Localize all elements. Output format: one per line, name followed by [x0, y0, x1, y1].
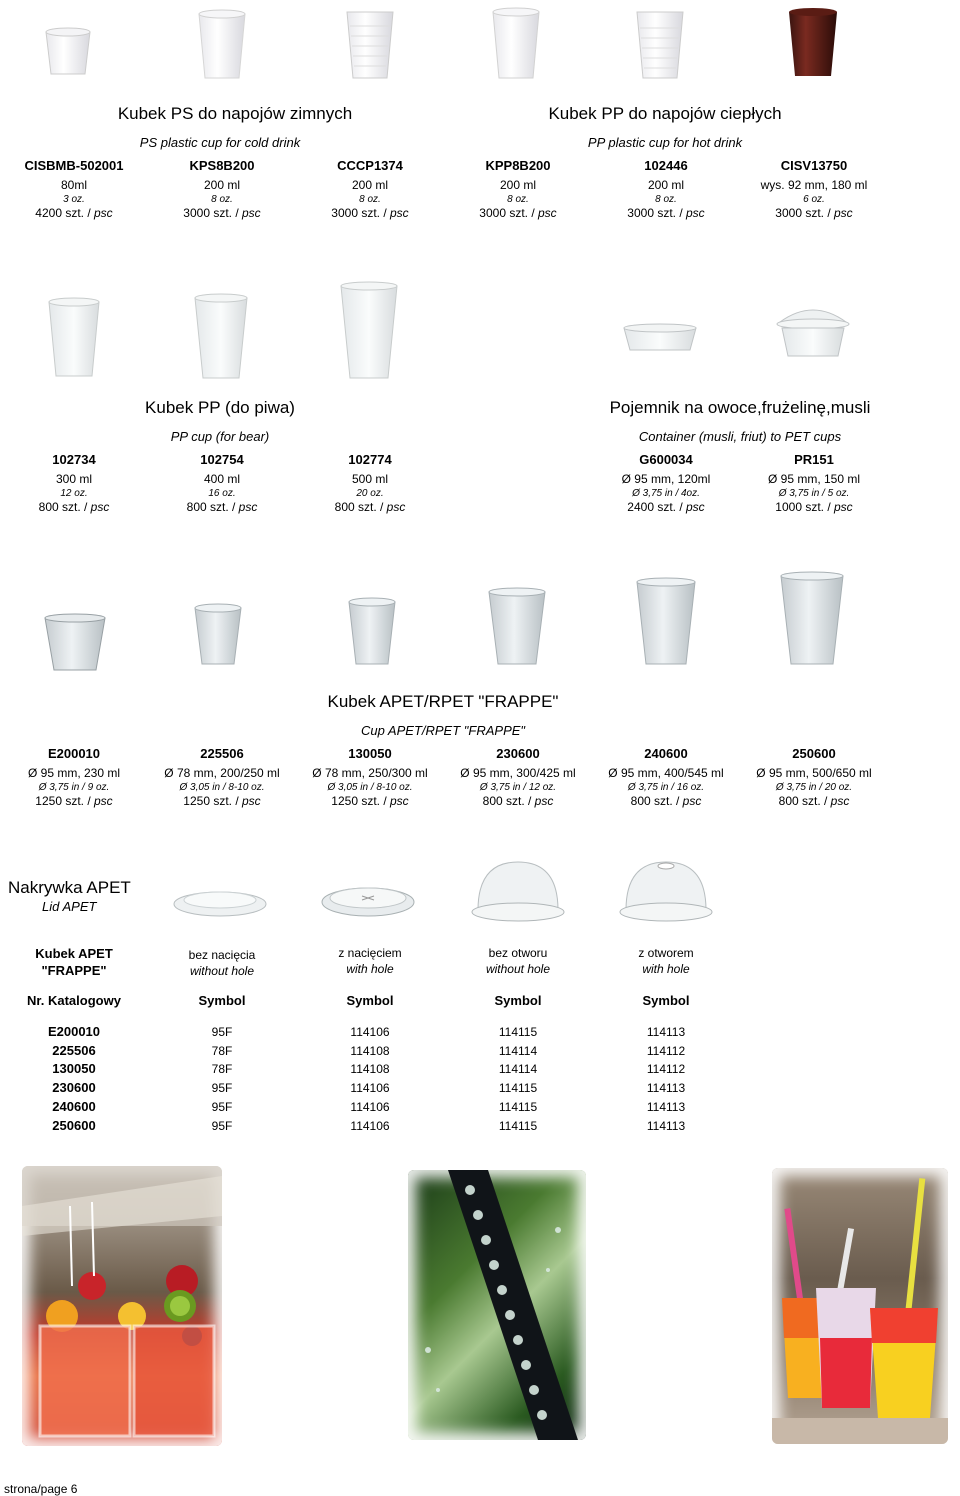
product-pack: 3000 szt. / psc: [627, 206, 705, 220]
cup-image-kps8b200: [196, 8, 248, 80]
cup-image-102754: [192, 292, 250, 380]
product-oz: Ø 3,75 in / 9 oz.: [38, 782, 110, 793]
product-oz: 12 oz.: [60, 488, 88, 499]
product-code: 130050: [348, 746, 392, 761]
product-code: 102446: [644, 158, 688, 173]
product-code: G600034: [639, 452, 693, 467]
page-footer: strona/page 6: [4, 1482, 78, 1496]
cup-image-230600: [486, 586, 548, 666]
lid-row-catalog: 240600: [52, 1099, 96, 1114]
frappe-illustration: [772, 1168, 948, 1444]
product-cell: [296, 158, 444, 220]
product-oz: Ø 3,75 in / 20 oz.: [775, 782, 853, 793]
product-oz: Ø 3,05 in / 8-10 oz.: [179, 782, 265, 793]
product-pack: 800 szt. / psc: [778, 794, 850, 808]
product-pack: 1250 szt. / psc: [35, 794, 113, 808]
lid-row-symbol: 114113: [646, 1081, 686, 1095]
lid-col-header: [444, 946, 592, 976]
cup-image-102446: [634, 6, 686, 80]
product-cell: [444, 158, 592, 220]
product-code: 102754: [200, 452, 244, 467]
product-pack: 800 szt. / psc: [334, 500, 406, 514]
row-header-line1: Kubek APET: [35, 946, 113, 961]
symbol-label: Symbol: [346, 993, 394, 1008]
lid-row-symbol: 114112: [646, 1044, 686, 1058]
product-pack: 3000 szt. / psc: [331, 206, 409, 220]
lid-row-catalog: 225506: [52, 1043, 96, 1058]
product-code: CISBMB-502001: [24, 158, 124, 173]
lid-image-flat: [170, 882, 270, 922]
product-code: KPP8B200: [485, 158, 551, 173]
lid-row-catalog: 130050: [52, 1061, 96, 1076]
product-pack: 1250 szt. / psc: [183, 794, 261, 808]
sec1-title-pp: Kubek PP do napojów ciepłych: [548, 104, 782, 123]
product-cell: [0, 746, 148, 808]
product-cell: [740, 746, 888, 808]
product-code: 102734: [52, 452, 96, 467]
sec4-title: Nakrywka APET: [8, 878, 131, 897]
product-cell: [148, 158, 296, 220]
lid-row-symbol: 114115: [498, 1025, 538, 1039]
lid-row-symbol: 114106: [350, 1081, 390, 1095]
symbol-label: Symbol: [198, 993, 246, 1008]
lid-row-symbol: 95F: [211, 1119, 233, 1133]
lid-image-dome: [468, 856, 568, 926]
product-cell: [592, 158, 740, 220]
product-pack: 800 szt. / psc: [482, 794, 554, 808]
product-capacity: Ø 95 mm, 150 ml: [767, 472, 861, 486]
symbol-label: Symbol: [642, 993, 690, 1008]
fruit-cups-illustration: [22, 1166, 222, 1446]
product-cell: [296, 746, 444, 808]
product-pack: 3000 szt. / psc: [183, 206, 261, 220]
product-capacity: 400 ml: [203, 472, 241, 486]
col-header-en: without hole: [189, 964, 255, 978]
lid-row-catalog: 230600: [52, 1080, 96, 1095]
product-capacity: 200 ml: [499, 178, 537, 192]
lid-row-catalog: 250600: [52, 1118, 96, 1133]
product-code: 250600: [792, 746, 836, 761]
product-pack: 800 szt. / psc: [630, 794, 702, 808]
symbol-label: Symbol: [494, 993, 542, 1008]
product-cell: [148, 452, 296, 514]
cup-image-cisv13750: [786, 6, 840, 78]
product-cell: [0, 158, 148, 220]
product-cell: [296, 452, 444, 514]
lid-row-symbol: 114108: [350, 1044, 390, 1058]
photo-frappe-drinks: [772, 1168, 948, 1444]
product-code: 240600: [644, 746, 688, 761]
straw-illustration: [408, 1170, 586, 1440]
product-capacity: 80ml: [60, 178, 87, 192]
sec2-subtitle-pp-beer: PP cup (for bear): [170, 429, 270, 444]
lid-row-header: [0, 946, 148, 978]
cup-image-250600: [778, 570, 846, 666]
col-header-pl: bez otworu: [488, 946, 548, 960]
catalog-label: Nr. Katalogowy: [27, 993, 121, 1008]
product-pack: 1000 szt. / psc: [775, 500, 853, 514]
col-header-pl: z otworem: [638, 946, 694, 960]
lid-row-symbol: 114113: [646, 1025, 686, 1039]
cup-image-cccp1374: [344, 6, 396, 80]
lid-row-symbol: 114113: [646, 1100, 686, 1114]
product-oz: 8 oz.: [655, 194, 677, 205]
lid-col-header: [296, 946, 444, 976]
product-oz: 8 oz.: [211, 194, 233, 205]
col-header-pl: bez nacięcia: [188, 948, 256, 962]
product-pack: 2400 szt. / psc: [627, 500, 705, 514]
product-cell: [592, 452, 740, 514]
product-pack: 800 szt. / psc: [38, 500, 110, 514]
lid-image-flat-hole: [318, 876, 418, 922]
col-header-en: without hole: [485, 962, 551, 976]
cup-image-130050: [346, 596, 398, 666]
product-capacity: 300 ml: [55, 472, 93, 486]
col-header-pl: z nacięciem: [338, 946, 402, 960]
lid-row-symbol: 114106: [350, 1100, 390, 1114]
product-cell: [148, 746, 296, 808]
lid-row-symbol: 114108: [350, 1062, 390, 1076]
product-oz: Ø 3,75 in / 12 oz.: [479, 782, 557, 793]
lid-row-catalog: E200010: [47, 1024, 101, 1039]
lid-row-symbol: 114115: [498, 1119, 538, 1133]
lid-row-symbol: 114106: [350, 1025, 390, 1039]
photo-fruit-cups: [22, 1166, 222, 1446]
product-capacity: wys. 92 mm, 180 ml: [760, 178, 868, 192]
sec1-subtitle-ps: PS plastic cup for cold drink: [139, 135, 301, 150]
cup-image-102774: [338, 280, 400, 380]
sec1-subtitle-pp: PP plastic cup for hot drink: [587, 135, 743, 150]
product-oz: 6 oz.: [803, 194, 825, 205]
lid-image-dome-hole: [616, 856, 716, 926]
lid-col-header: [592, 946, 740, 976]
product-capacity: Ø 95 mm, 230 ml: [27, 766, 121, 780]
lid-row-symbol: 114114: [498, 1044, 538, 1058]
product-code: PR151: [794, 452, 834, 467]
sec4-subtitle: Lid APET: [42, 899, 97, 914]
product-oz: Ø 3,75 in / 4oz.: [632, 488, 700, 499]
lid-row-symbol: 95F: [211, 1081, 233, 1095]
product-pack: 1250 szt. / psc: [331, 794, 409, 808]
cup-image-240600: [634, 576, 698, 666]
lid-row-symbol: 78F: [211, 1062, 233, 1076]
lid-row-symbol: 114113: [646, 1119, 686, 1133]
lid-row-symbol: 95F: [211, 1025, 233, 1039]
product-code: E200010: [47, 746, 101, 761]
container-image-g600034: [620, 322, 700, 356]
product-capacity: 200 ml: [203, 178, 241, 192]
sec3-subtitle: Cup APET/RPET "FRAPPE": [360, 723, 526, 738]
sec1-title-ps: Kubek PS do napojów zimnych: [117, 104, 353, 123]
cup-image-kpp8b200: [490, 6, 542, 80]
col-header-en: with hole: [642, 962, 690, 976]
product-capacity: 500 ml: [351, 472, 389, 486]
product-code: 102774: [348, 452, 392, 467]
sec2-subtitle-container: Container (musli, friut) to PET cups: [638, 429, 842, 444]
product-oz: 16 oz.: [208, 488, 236, 499]
product-oz: Ø 3,05 in / 8-10 oz.: [327, 782, 413, 793]
product-pack: 3000 szt. / psc: [479, 206, 557, 220]
product-code: 230600: [496, 746, 540, 761]
lid-row-symbol: 78F: [211, 1044, 233, 1058]
lid-row-symbol: 114112: [646, 1062, 686, 1076]
product-cell: [0, 452, 148, 514]
lid-row-symbol: 114115: [498, 1081, 538, 1095]
sec2-title-container: Pojemnik na owoce,frużelinę,musli: [609, 398, 871, 417]
sec2-title-pp-beer: Kubek PP (do piwa): [145, 398, 295, 417]
product-capacity: 200 ml: [351, 178, 389, 192]
product-oz: 8 oz.: [359, 194, 381, 205]
product-capacity: Ø 95 mm, 500/650 ml: [756, 766, 872, 780]
product-code: CISV13750: [780, 158, 848, 173]
product-cell: [740, 158, 888, 220]
cup-image-102734: [46, 296, 102, 378]
photo-straw-bubbles: [408, 1170, 586, 1440]
product-code: KPS8B200: [189, 158, 255, 173]
product-code: 225506: [200, 746, 244, 761]
product-capacity: Ø 95 mm, 300/425 ml: [460, 766, 576, 780]
lid-row-symbol: 114106: [350, 1119, 390, 1133]
cup-image-cisbmb: [40, 22, 96, 78]
product-code: CCCP1374: [337, 158, 403, 173]
product-pack: 800 szt. / psc: [186, 500, 258, 514]
product-cell: [444, 746, 592, 808]
sec3-title: Kubek APET/RPET "FRAPPE": [327, 692, 559, 711]
lid-row-symbol: 114115: [498, 1100, 538, 1114]
cup-image-225506: [192, 602, 244, 666]
container-image-pr151: [774, 306, 852, 360]
lid-col-header: [148, 948, 296, 978]
product-pack: 3000 szt. / psc: [775, 206, 853, 220]
product-capacity: 200 ml: [647, 178, 685, 192]
product-capacity: Ø 95 mm, 400/545 ml: [608, 766, 724, 780]
product-capacity: Ø 78 mm, 200/250 ml: [164, 766, 280, 780]
col-header-en: with hole: [346, 962, 394, 976]
lid-row-symbol: 95F: [211, 1100, 233, 1114]
product-oz: Ø 3,75 in / 5 oz.: [778, 488, 850, 499]
product-oz: 8 oz.: [507, 194, 529, 205]
row-header-line2: "FRAPPE": [41, 963, 107, 978]
product-capacity: Ø 95 mm, 120ml: [621, 472, 711, 486]
product-cell: [740, 452, 888, 514]
product-capacity: Ø 78 mm, 250/300 ml: [312, 766, 428, 780]
product-cell: [592, 746, 740, 808]
lid-row-symbol: 114114: [498, 1062, 538, 1076]
product-oz: Ø 3,75 in / 16 oz.: [627, 782, 705, 793]
product-pack: 4200 szt. / psc: [35, 206, 113, 220]
cup-image-e200010: [42, 612, 108, 672]
product-oz: 3 oz.: [63, 194, 85, 205]
product-oz: 20 oz.: [356, 488, 384, 499]
